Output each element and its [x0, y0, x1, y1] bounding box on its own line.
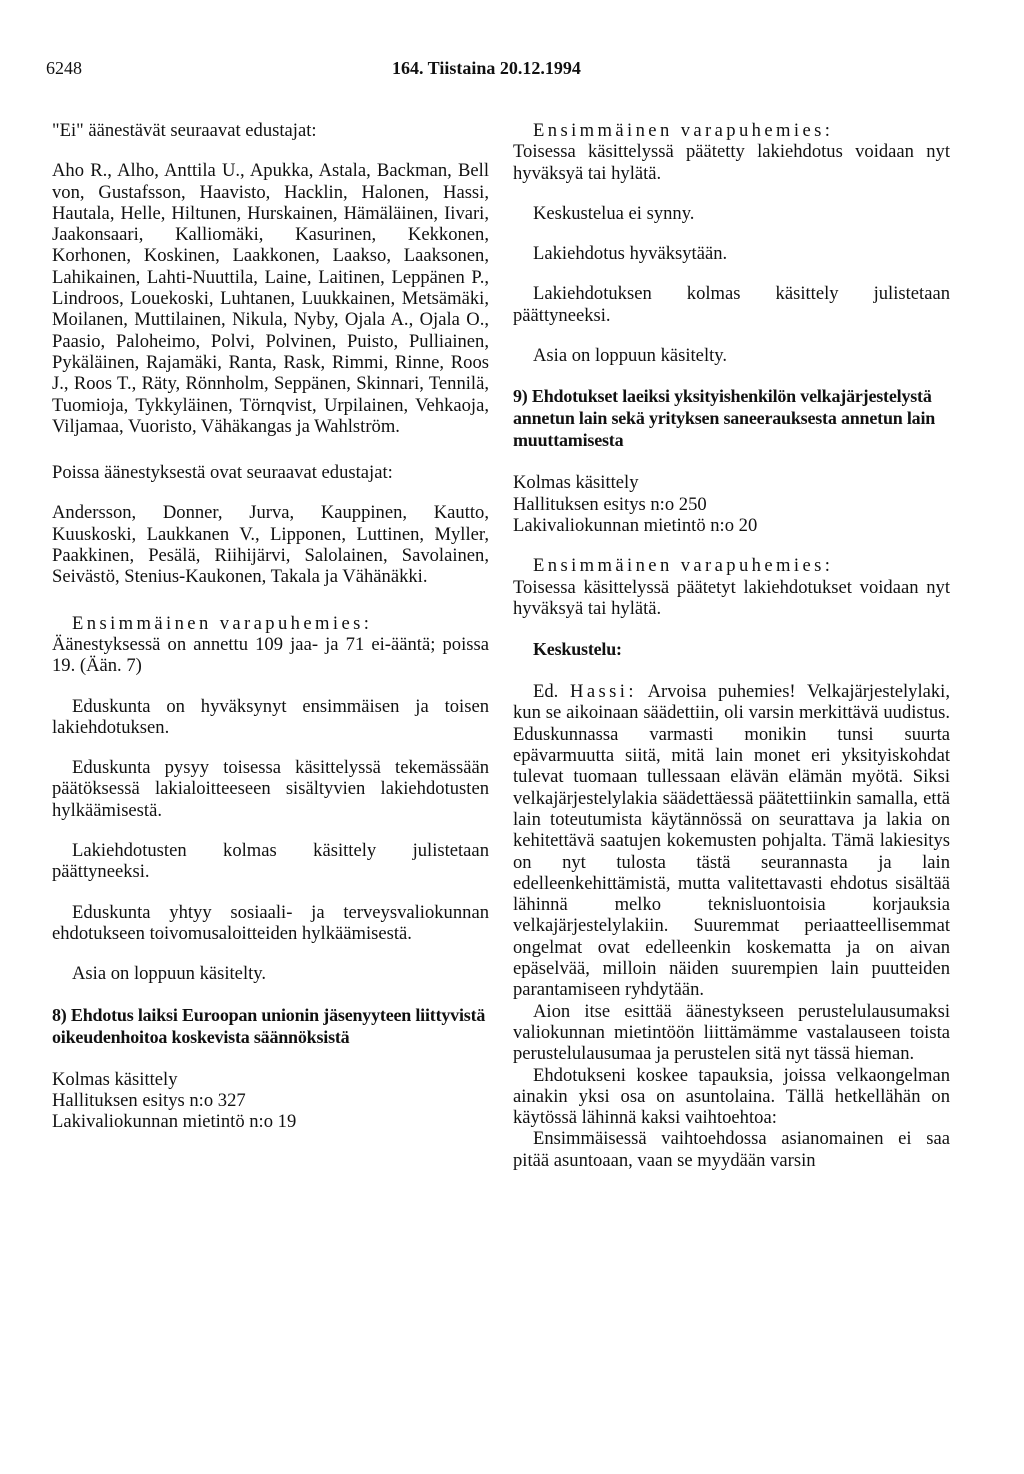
item-9-reading: Kolmas käsittely: [513, 472, 639, 494]
speaker-label: Ensimmäinen varapuhemies:: [533, 120, 834, 141]
decision-paragraph: Eduskunta pysyy toisessa käsittelyssä tekemässään päätöksessä lakialoitteeseen sisältyvien lakiehdotusten hylkäämisestä.: [52, 757, 489, 821]
speaker-label: Ensimmäinen varapuhemies:: [533, 555, 834, 577]
decision-paragraph: Lakiehdotuksen kolmas käsittely julistetaan päättyneeksi.: [513, 283, 950, 326]
page-number: 6248: [46, 58, 82, 78]
speech-paragraph: Ensimmäisessä vaihtoehdossa asianomainen ei saa pitää asuntoaan, vaan se myydään varsin: [513, 1128, 950, 1171]
right-column: [513, 120, 950, 1171]
speech-prefix: Ed.: [533, 681, 559, 703]
left-column: [52, 120, 489, 1132]
decision-paragraph: Keskustelua ei synny.: [533, 202, 695, 224]
page-header: [0, 58, 1024, 88]
speaker-name: Hassi:: [570, 681, 637, 703]
item-8-committee-report: Lakivaliokunnan mietintö n:o 19: [52, 1111, 297, 1133]
item-8-title: 8) Ehdotus laiksi Euroopan unionin jäsenyyteen liittyvistä oikeudenhoitoa koskevista säännöksistä: [52, 1004, 486, 1047]
session-title: 164. Tiistaina 20.12.1994: [392, 58, 581, 78]
item-9-government-bill: Hallituksen esitys n:o 250: [513, 493, 707, 515]
item-9-committee-report: Lakivaliokunnan mietintö n:o 20: [513, 514, 758, 536]
speech-text: Arvoisa puhemies! Velkajärjestelylaki, kun se aikoinaan säädettiin, oli varsin merkittävä uudistus. Eduskunnassa varmasti monikin tunsi suurta epävarmuutta siitä, mitä lain monet eri yksityiskohdat tulevat tuomaan tullessaan elävän elämän myötä. Siksi velkajärjestelylakia säädettäessä päätettiinkin samalla, että lain toteutumista käytännössä on seurattava ja lakia on kehitettävä saatujen kokemusten pohjalta. Tämä lakiesitys on nyt tulosta tästä seurannasta ja lain edelleenkehittämistä, mutta valitettavasti ehdotus sisältää lähinnä melko teknisluontoisia korjauksia velkajärjestelylakiin. Suuremmat periaatteellisemmat ongelmat ovat edelleenkin koskematta ja on aivan epäselvää, milloin näiden suurempien lain puutteiden parantamiseen ryhdytään.: [513, 681, 950, 1001]
decision-paragraph: Lakiehdotus hyväksytään.: [533, 243, 728, 265]
speech-paragraph: [513, 681, 950, 1000]
decision-paragraph: Eduskunta yhtyy sosiaali- ja terveysvaliokunnan ehdotukseen toivomusaloitteiden hylkäämisestä.: [52, 901, 489, 944]
speaker-statement: Toisessa käsittelyssä päätetyt lakiehdotukset voidaan nyt hyväksyä tai hylätä.: [513, 576, 950, 619]
speaker-statement: Toisessa käsittelyssä päätetty lakiehdotus voidaan nyt hyväksyä tai hylätä.: [513, 141, 950, 184]
speech-paragraph: Ehdotukseni koskee tapauksia, joissa velkaongelman ainakin yksi osa on asuntolaina. Tällä hetkellähän on käytössä lähinnä kaksi vaihtoehtoa:: [513, 1064, 950, 1129]
discussion-heading: Keskustelu:: [533, 639, 622, 660]
item-9-title: 9) Ehdotukset laeiksi yksityishenkilön velkajärjestelystä annetun lain sekä yrityksen saneerauksesta annetun lain muuttamisesta: [513, 386, 936, 451]
no-voters-intro: "Ei" äänestävät seuraavat edustajat:: [52, 120, 317, 141]
item-8-government-bill: Hallituksen esitys n:o 327: [52, 1089, 246, 1111]
speaker-label: Ensimmäinen varapuhemies:: [72, 612, 373, 634]
decision-paragraph: Asia on loppuun käsitelty.: [72, 963, 267, 985]
item-8-reading: Kolmas käsittely: [52, 1068, 178, 1090]
decision-paragraph: Eduskunta on hyväksynyt ensimmäisen ja toisen lakiehdotuksen.: [52, 695, 489, 738]
decision-paragraph: Asia on loppuun käsitelty.: [533, 345, 728, 367]
no-voters-list: Aho R., Alho, Anttila U., Apukka, Astala, Backman, Bell von, Gustafsson, Haavisto, Hacklin, Halonen, Hassi, Hautala, Helle, Hiltunen, Hurskainen, Hämäläinen, Iivari, Jaakonsaari, Kalliomäki, Kasurinen, Kekkonen, Korhonen, Koskinen, Laakkonen, Laakso, Laaksonen, Lahikainen, Lahti-Nuuttila, Laine, Laitinen, Leppänen P., Lindroos, Louekoski, Luhtanen, Luukkainen, Metsämäki, Moilanen, Muttilainen, Nikula, Nyby, Ojala A., Ojala O., Paasio, Paloheimo, Polvi, Polvinen, Puisto, Pulliainen, Pykäläinen, Rajamäki, Ranta, Rask, Rimmi, Rinne, Roos J., Roos T., Räty, Rönnholm, Seppänen, Skinnari, Tennilä, Tuomioja, Tykkyläinen, Törnqvist, Urpilainen, Vehkaoja, Viljamaa, Vuoristo, Vähäkangas ja Wahlström.: [52, 160, 489, 437]
vote-result: Äänestyksessä on annettu 109 jaa- ja 71 ei-ääntä; poissa 19. (Ään. 7): [52, 633, 489, 677]
absent-intro: Poissa äänestyksestä ovat seuraavat edustajat:: [52, 462, 393, 484]
speech-paragraph: Aion itse esittää äänestykseen perustelulausumaksi valiokunnan mietintöön liittämämme vastalauseen toista perustelulausumaa ja perustelen sitä nyt tässä hieman.: [513, 1000, 950, 1065]
absent-list: Andersson, Donner, Jurva, Kauppinen, Kautto, Kuuskoski, Laukkanen V., Lipponen, Luttinen, Myller, Paakkinen, Pesälä, Riihijärvi, Salolainen, Savolainen, Seivästö, Stenius-Kaukonen, Takala ja Vähänäkki.: [52, 502, 489, 588]
decision-paragraph: Lakiehdotusten kolmas käsittely julistetaan päättyneeksi.: [52, 840, 489, 883]
